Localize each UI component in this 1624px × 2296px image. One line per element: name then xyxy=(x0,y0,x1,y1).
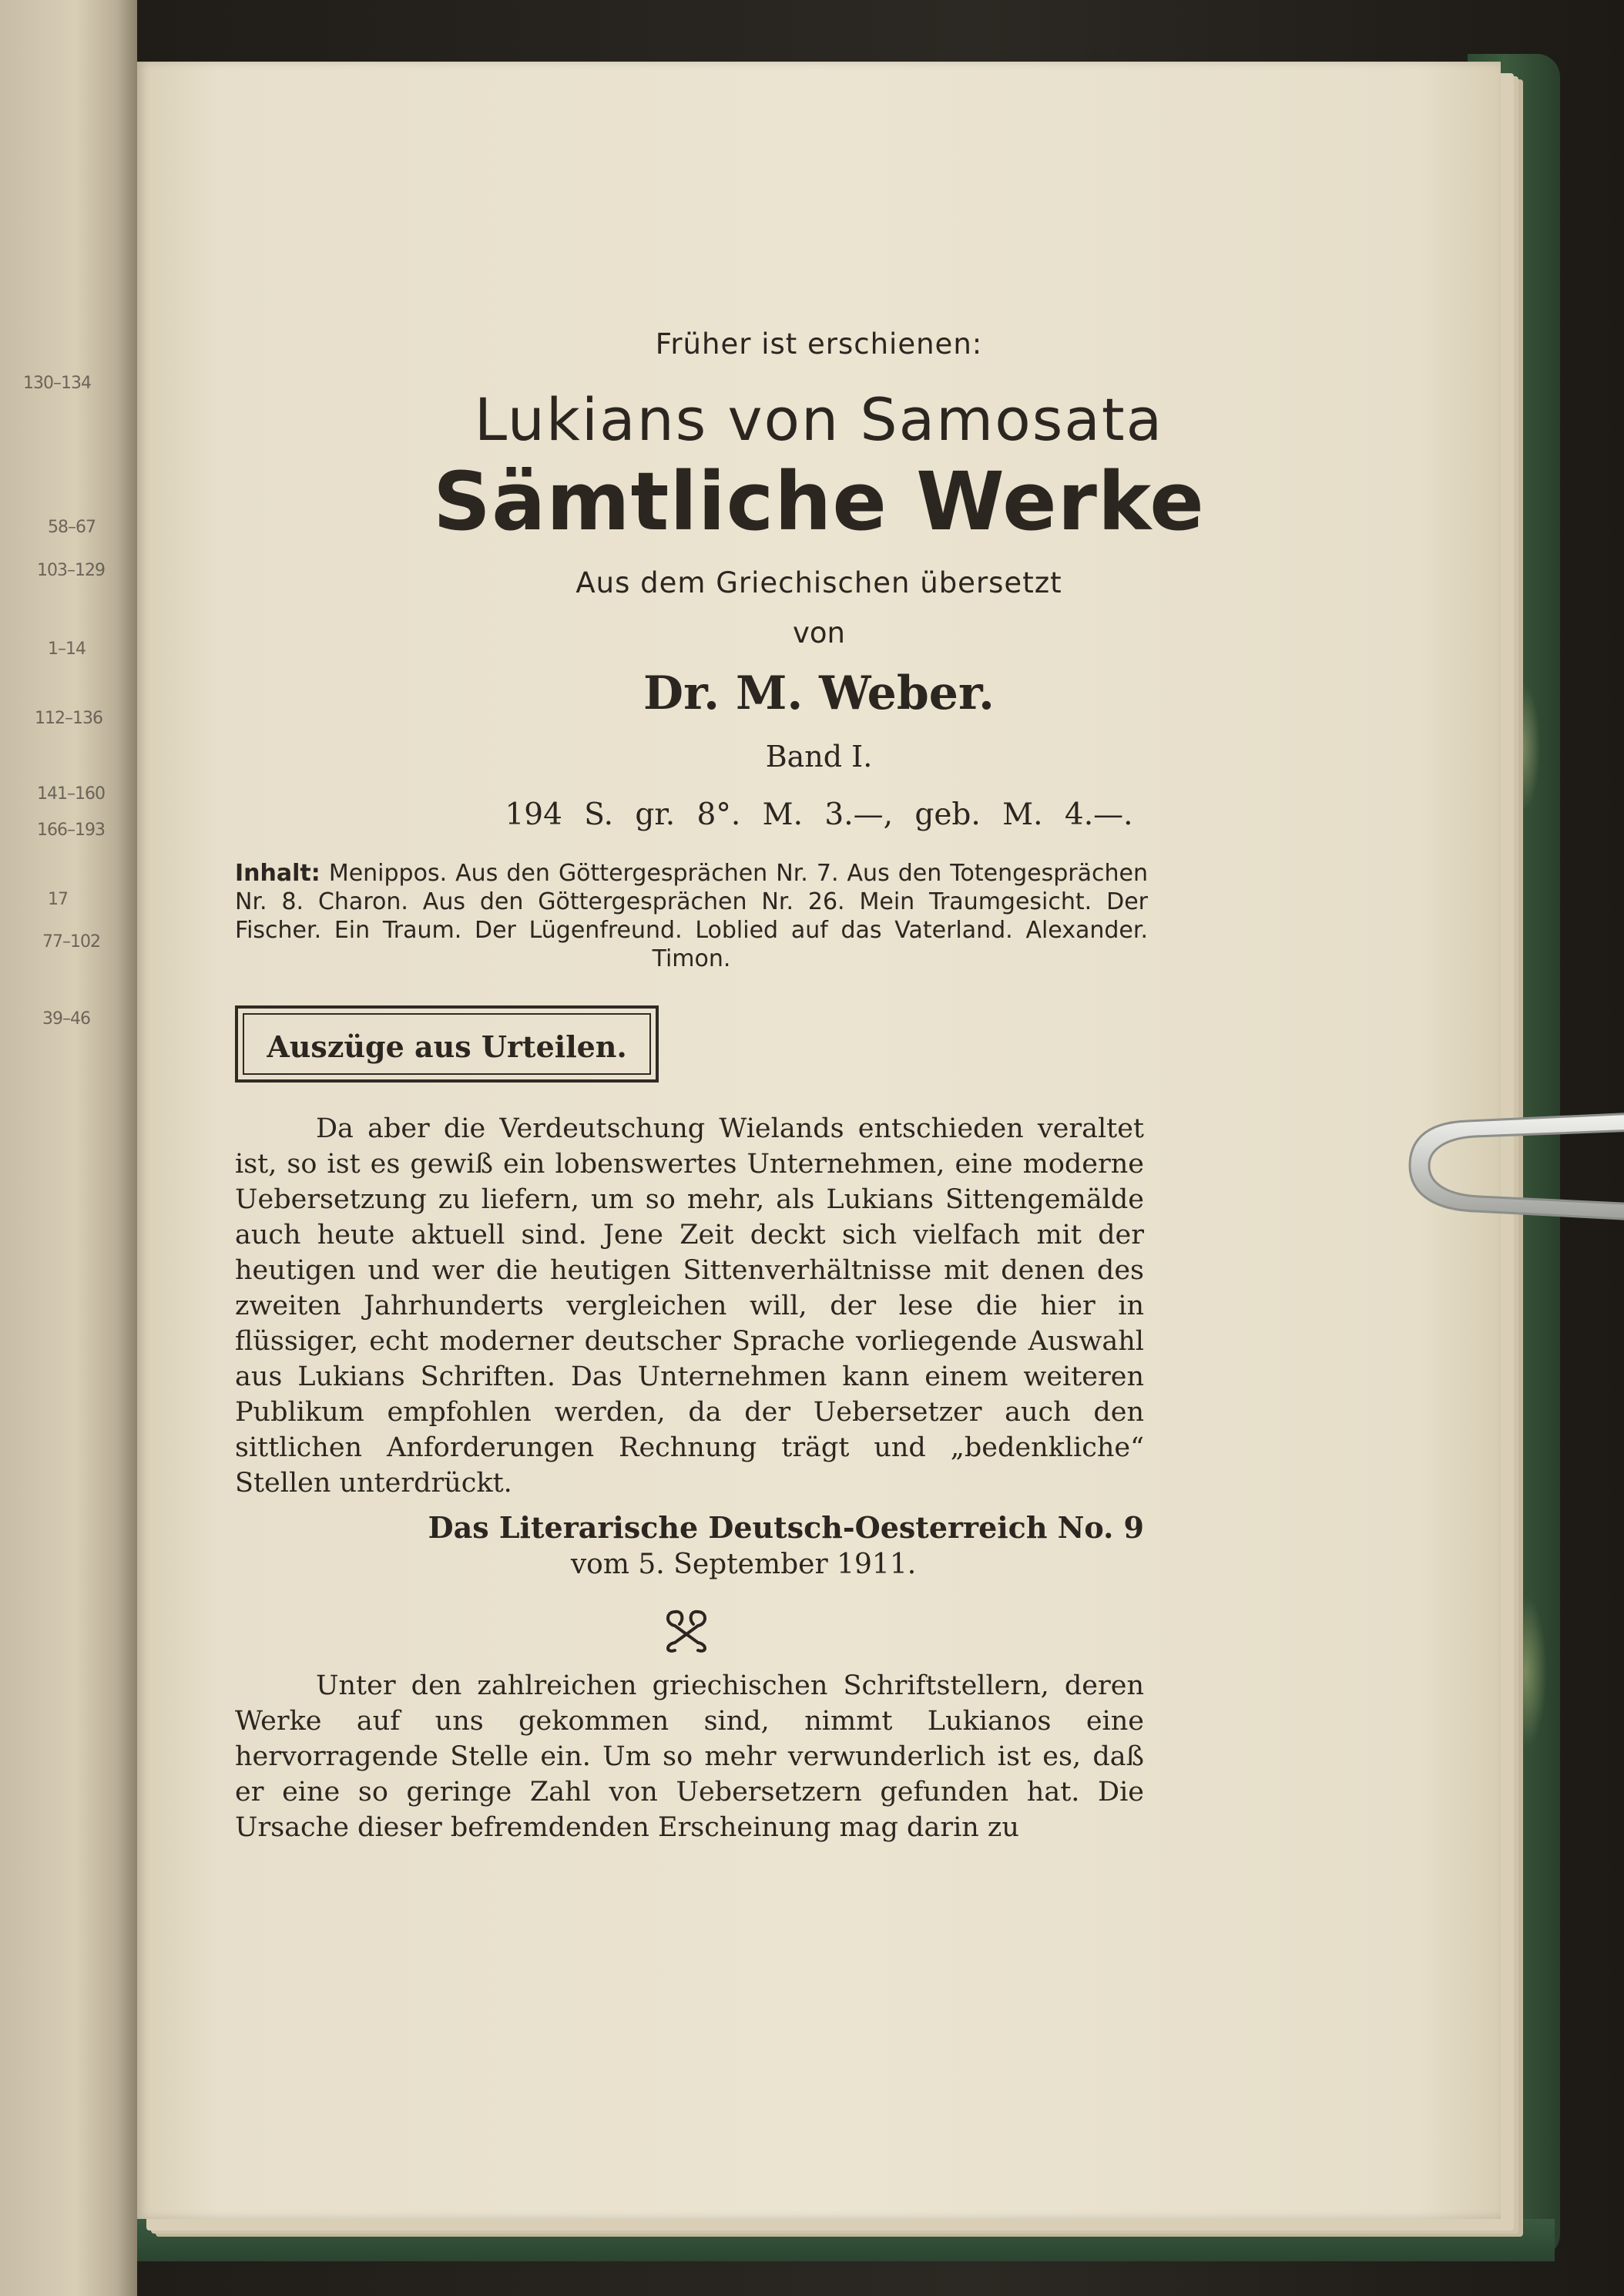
reviews-heading: Auszüge aus Urteilen. xyxy=(267,1029,627,1064)
left-page-mark: 39–46 xyxy=(42,1009,90,1029)
translated-line: Aus dem Griechischen übersetzt xyxy=(575,566,1062,599)
by-line: von xyxy=(793,616,845,650)
left-page-mark: 166–193 xyxy=(37,821,105,840)
advertisement-page xyxy=(137,62,1501,2219)
contents-list xyxy=(235,859,1148,973)
reviews-heading-box xyxy=(235,1005,659,1083)
left-page-mark: 130–134 xyxy=(23,374,91,393)
left-page-mark: 112–136 xyxy=(35,709,102,728)
review-source: Das Literarische Deutsch-Oesterreich No. 9 xyxy=(428,1510,1144,1545)
book-title: Sämtliche Werke xyxy=(433,455,1205,549)
review-paragraph: Da aber die Verdeutschung Wielands entschieden veraltet ist, so ist es gewiß ein lobenswertes Unternehmen, eine moderne Uebersetzung zu liefern, um so mehr, als Lukians Sittengemälde auch heute aktuell sind. Jene Zeit deckt sich vielfach mit der heutigen und wer die heutigen Sittenverhältnisse mit denen des zweiten Jahrhunderts vergleichen will, der lese die hier in flüssiger, echt moderner deutscher Sprache vorliegende Auswahl aus Lukians Schriften. Das Unternehmen kann einem weiteren Publikum empfohlen werden, da der Uebersetzer auch den sittlichen Anforderungen Rechnung trägt und „bedenkliche“ Stellen unterdrückt. xyxy=(235,1113,1144,1499)
contents-text: Menippos. Aus den Göttergesprächen Nr. 7. Aus den Totengesprächen Nr. 8. Charon. Aus den Göttergesprächen Nr. 26. Mein Traumgesicht. Der Fischer. Ein Traum. Der Lügenfreund. Loblied auf das Vaterland. Alexander. Timon. xyxy=(235,860,1148,972)
price-line: 194 S. gr. 8°. M. 3.—, geb. M. 4.—. xyxy=(505,797,1133,832)
author-line: Lukians von Samosata xyxy=(474,385,1164,454)
left-page xyxy=(0,0,137,2296)
contents-label: Inhalt: xyxy=(235,860,320,887)
review-paragraph: Unter den zahlreichen griechischen Schriftstellern, deren Werke auf uns gekommen sind, nimmt Lukianos eine hervorragende Stelle ein. Um so mehr verwunderlich ist es, daß er eine so geringe Zahl von Uebersetzern gefunden hat. Die Ursache dieser befremdenden Erscheinung mag darin zu xyxy=(235,1670,1144,1843)
left-page-mark: 103–129 xyxy=(37,561,105,580)
ornament-icon xyxy=(659,1603,713,1657)
volume-line: Band I. xyxy=(765,740,873,774)
left-page-mark: 1–14 xyxy=(48,639,86,659)
paper-clip-icon xyxy=(1406,1106,1624,1225)
left-page-mark: 58–67 xyxy=(48,518,96,537)
intro-line: Früher ist erschienen: xyxy=(655,327,983,361)
left-page-mark: 141–160 xyxy=(37,784,105,804)
review-date: vom 5. September 1911. xyxy=(570,1549,917,1580)
left-page-mark: 17 xyxy=(48,890,68,909)
translator-name: Dr. M. Weber. xyxy=(643,666,995,720)
left-page-mark: 77–102 xyxy=(42,932,100,952)
